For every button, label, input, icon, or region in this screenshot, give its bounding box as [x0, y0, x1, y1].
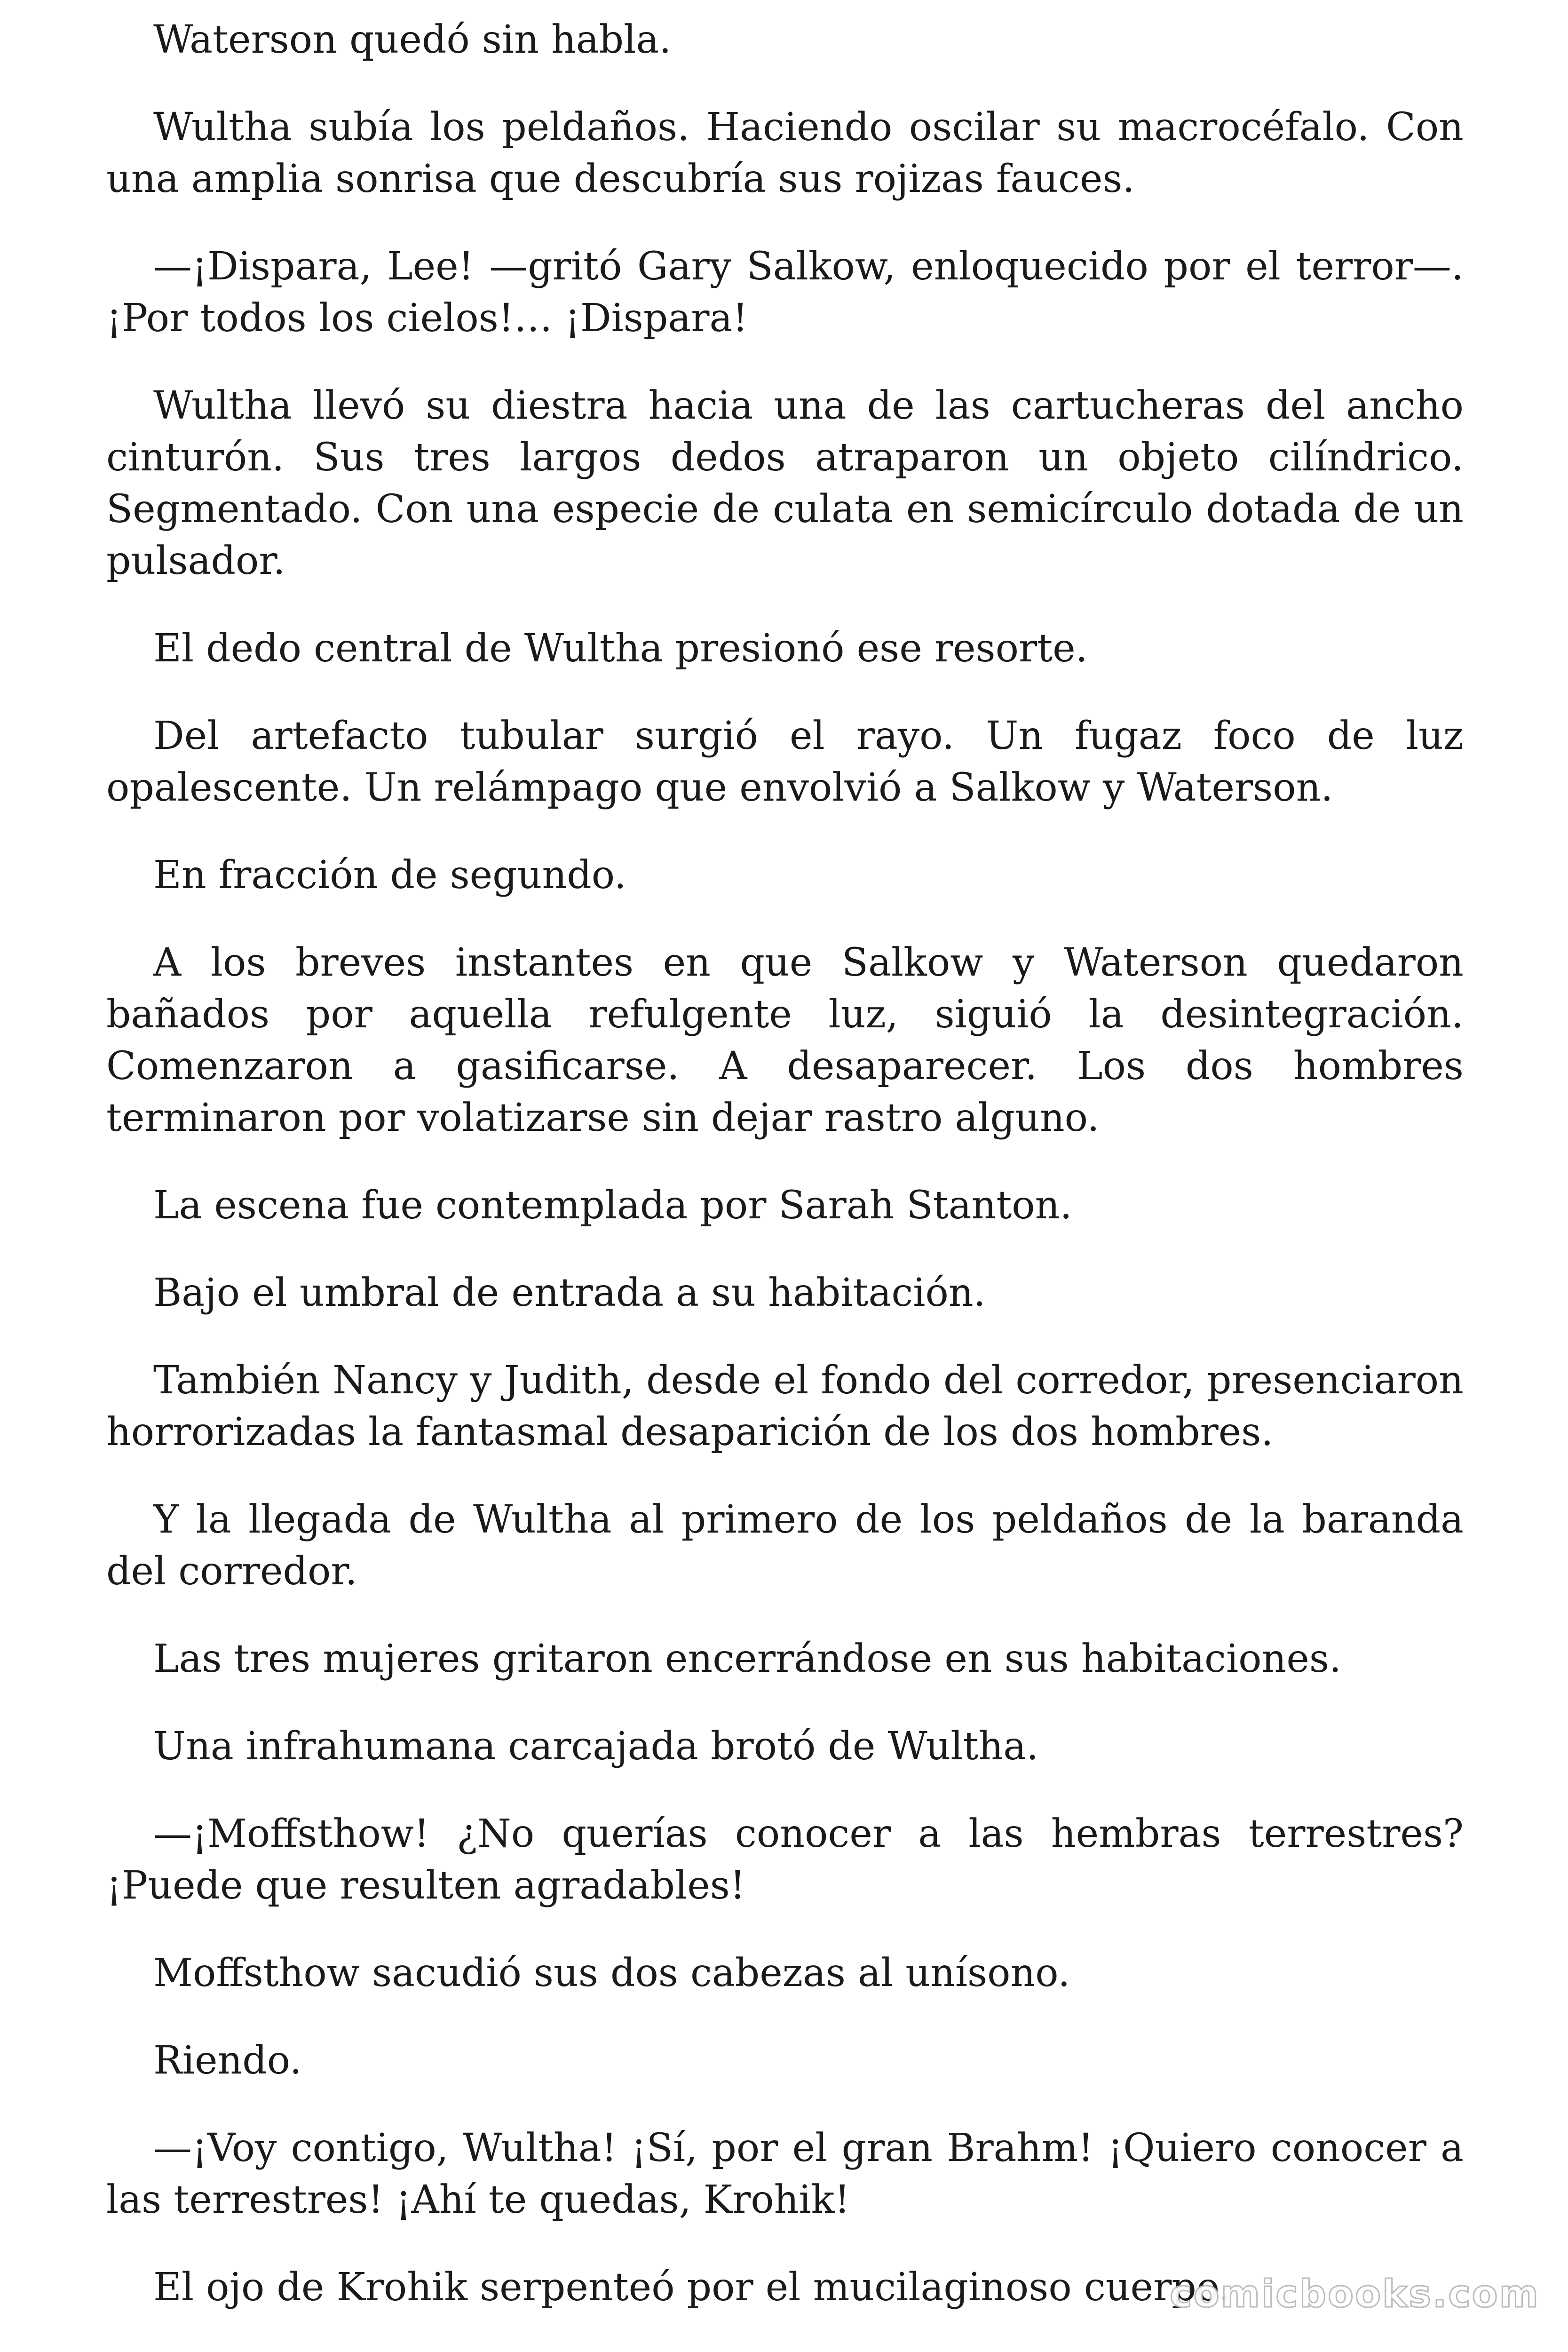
paragraph: —¡Dispara, Lee! —gritó Gary Salkow, enloquecido por el terror—. ¡Por todos los cielos!… ¡Dispara! — [106, 244, 1464, 341]
paragraph: En fracción de segundo. — [153, 853, 626, 898]
paragraph: Una infrahumana carcajada brotó de Wultha. — [153, 1724, 1039, 1769]
paragraph: Bajo el umbral de entrada a su habitación. — [153, 1271, 986, 1315]
watermark: comicbooks.com — [1170, 2272, 1540, 2316]
paragraph: Wultha llevó su diestra hacia una de las cartucheras del ancho cinturón. Sus tres largos dedos atraparon un objeto cilíndrico. Segmentado. Con una especie de culata en semicírculo dotada de un pulsador. — [106, 383, 1464, 583]
paragraph: También Nancy y Judith, desde el fondo del corredor, presenciaron horrorizadas la fantasmal desaparición de los dos hombres. — [106, 1358, 1464, 1454]
paragraph: Waterson quedó sin habla. — [153, 17, 672, 62]
paragraph: El dedo central de Wultha presionó ese resorte. — [153, 626, 1088, 671]
paragraph: Riendo. — [153, 2038, 302, 2083]
paragraph: Moffsthow sacudió sus dos cabezas al unísono. — [153, 1951, 1070, 1995]
paragraph: —¡Moffsthow! ¿No querías conocer a las hembras terrestres? ¡Puede que resulten agradables! — [106, 1812, 1464, 1908]
page-text — [106, 14, 1464, 2313]
paragraph: Wultha subía los peldaños. Haciendo oscilar su macrocéfalo. Con una amplia sonrisa que descubría sus rojizas fauces. — [106, 105, 1464, 201]
paragraph: El ojo de Krohik serpenteó por el mucilaginoso cuerpo. — [153, 2265, 1231, 2310]
paragraph: —¡Voy contigo, Wultha! ¡Sí, por el gran Brahm! ¡Quiero conocer a las terrestres! ¡Ahí te quedas, Krohik! — [106, 2126, 1464, 2222]
paragraph: La escena fue contemplada por Sarah Stanton. — [153, 1183, 1072, 1228]
paragraph: A los breves instantes en que Salkow y Waterson quedaron bañados por aquella refulgente luz, siguió la desintegración. Comenzaron a gasificarse. A desaparecer. Los dos hombres terminaron por volatizarse sin dejar rastro alguno. — [106, 940, 1464, 1140]
paragraph: Las tres mujeres gritaron encerrándose en sus habitaciones. — [153, 1637, 1342, 1681]
paragraph: Y la llegada de Wultha al primero de los peldaños de la baranda del corredor. — [106, 1497, 1464, 1594]
paragraph: Del artefacto tubular surgió el rayo. Un fugaz foco de luz opalescente. Un relámpago que envolvió a Salkow y Waterson. — [106, 714, 1464, 810]
